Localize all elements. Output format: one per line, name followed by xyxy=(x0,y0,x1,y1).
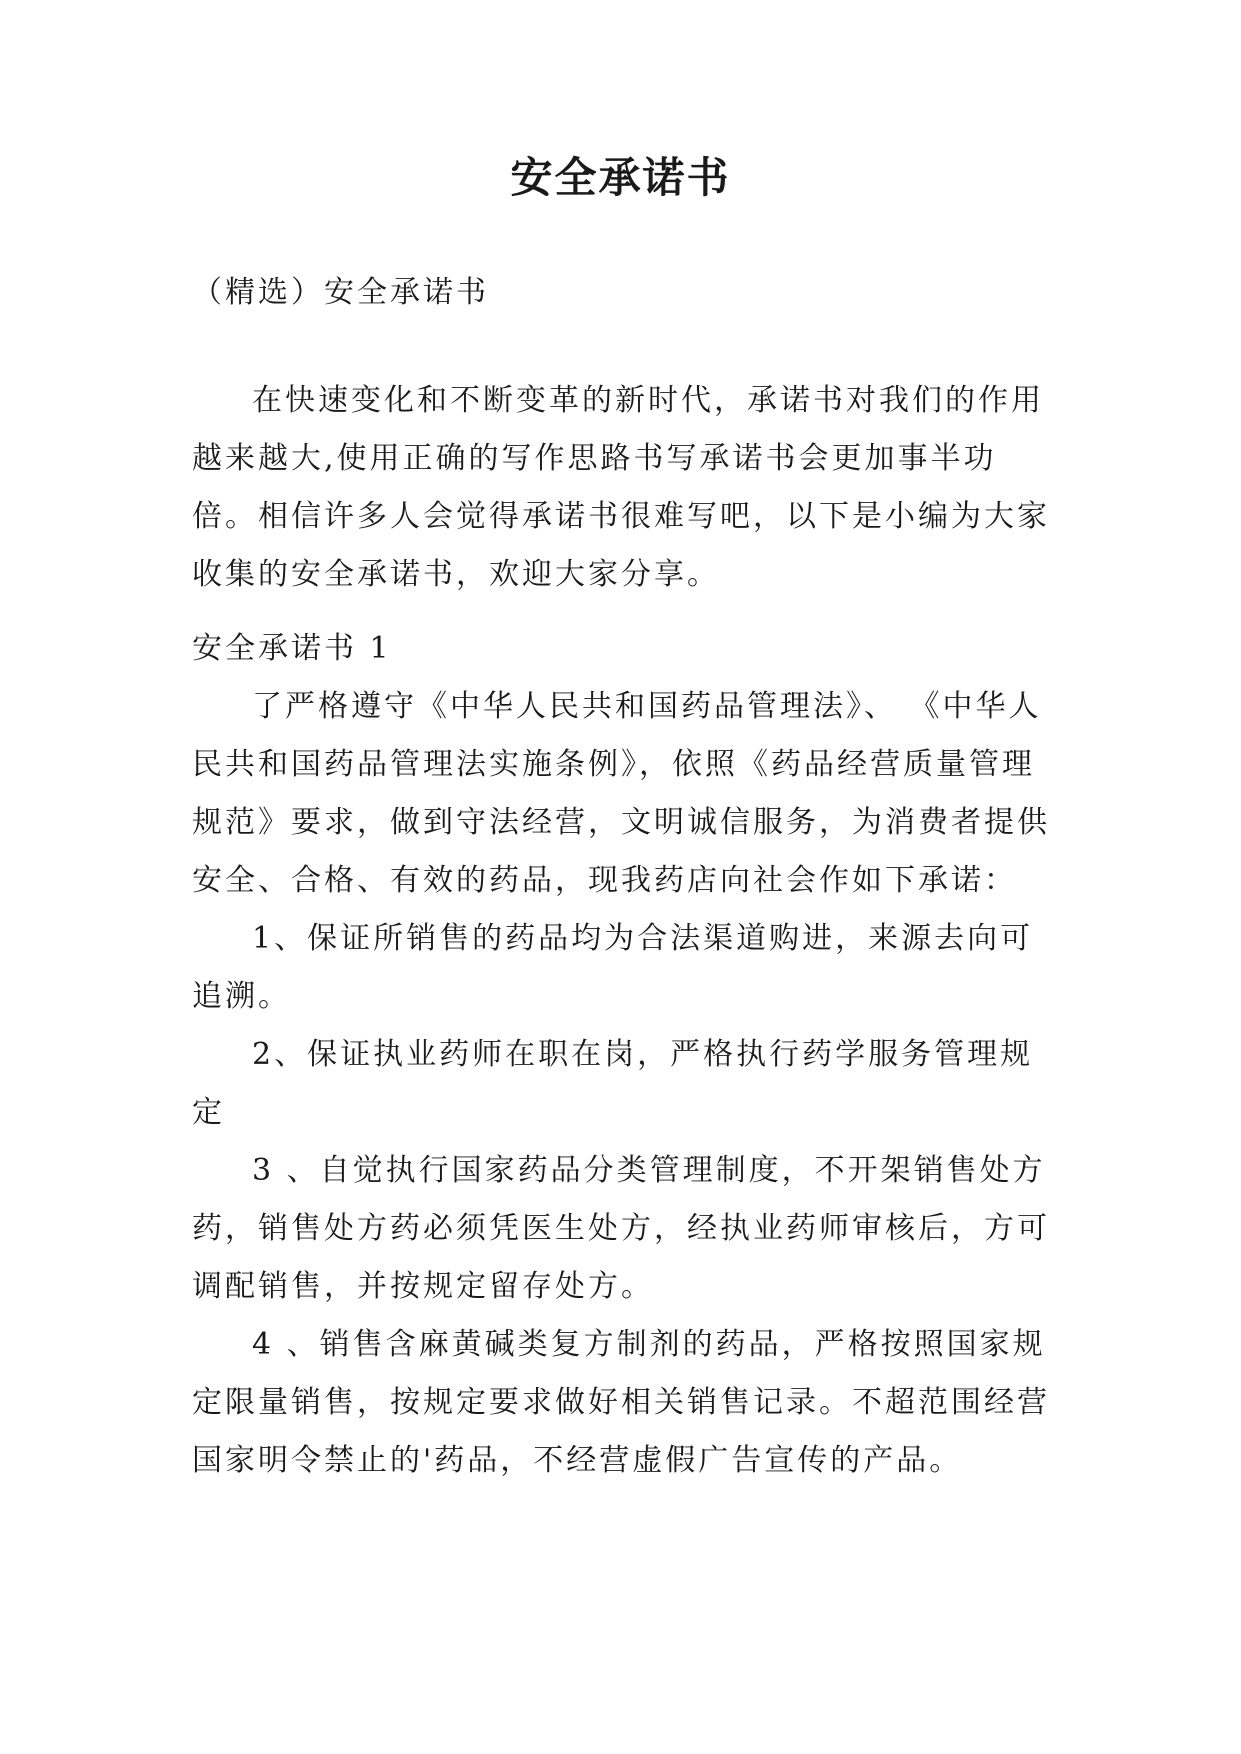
commitment-item-2: 2、保证执业药师在职在岗，严格执行药学服务管理规定 xyxy=(192,1037,1034,1130)
commitment-item-4: 4 、销售含麻黄碱类复方制剂的药品，严格按照国家规定限量销售，按规定要求做好相关销售记录。不超范围经营国家明令禁止的'药品，不经营虚假广告宣传的产品。 xyxy=(192,1327,1050,1478)
section-heading: 安全承诺书 1 xyxy=(192,631,392,666)
commitment-item-3: 3 、自觉执行国家药品分类管理制度，不开架销售处方药，销售处方药必须凭医生处方，经执业药师审核后，方可调配销售，并按规定留存处方。 xyxy=(192,1153,1050,1304)
section-intro-paragraph: 了严格遵守《中华人民共和国药品管理法》、 《中华人民共和国药品管理法实施条例》，依照《药品经营质量管理规范》要求，做到守法经营，文明诚信服务，为消费者提供安全、合格、有效的药品，现我药店向社会作如下承诺： xyxy=(192,689,1050,898)
document-subtitle: （精选）安全承诺书 xyxy=(192,275,489,310)
subtitle-block xyxy=(192,264,1052,322)
intro-paragraph: 在快速变化和不断变革的新时代，承诺书对我们的作用越来越大,使用正确的写作思路书写承诺书会更加事半功倍。相信许多人会觉得承诺书很难写吧，以下是小编为大家收集的安全承诺书，欢迎大家分享。 xyxy=(192,383,1050,592)
intro-block xyxy=(192,372,1052,604)
commitment-item-1: 1、保证所销售的药品均为合法渠道购进，来源去向可追溯。 xyxy=(192,921,1034,1014)
section-block xyxy=(192,620,1052,1490)
document-title: 安全承诺书 xyxy=(510,153,731,202)
